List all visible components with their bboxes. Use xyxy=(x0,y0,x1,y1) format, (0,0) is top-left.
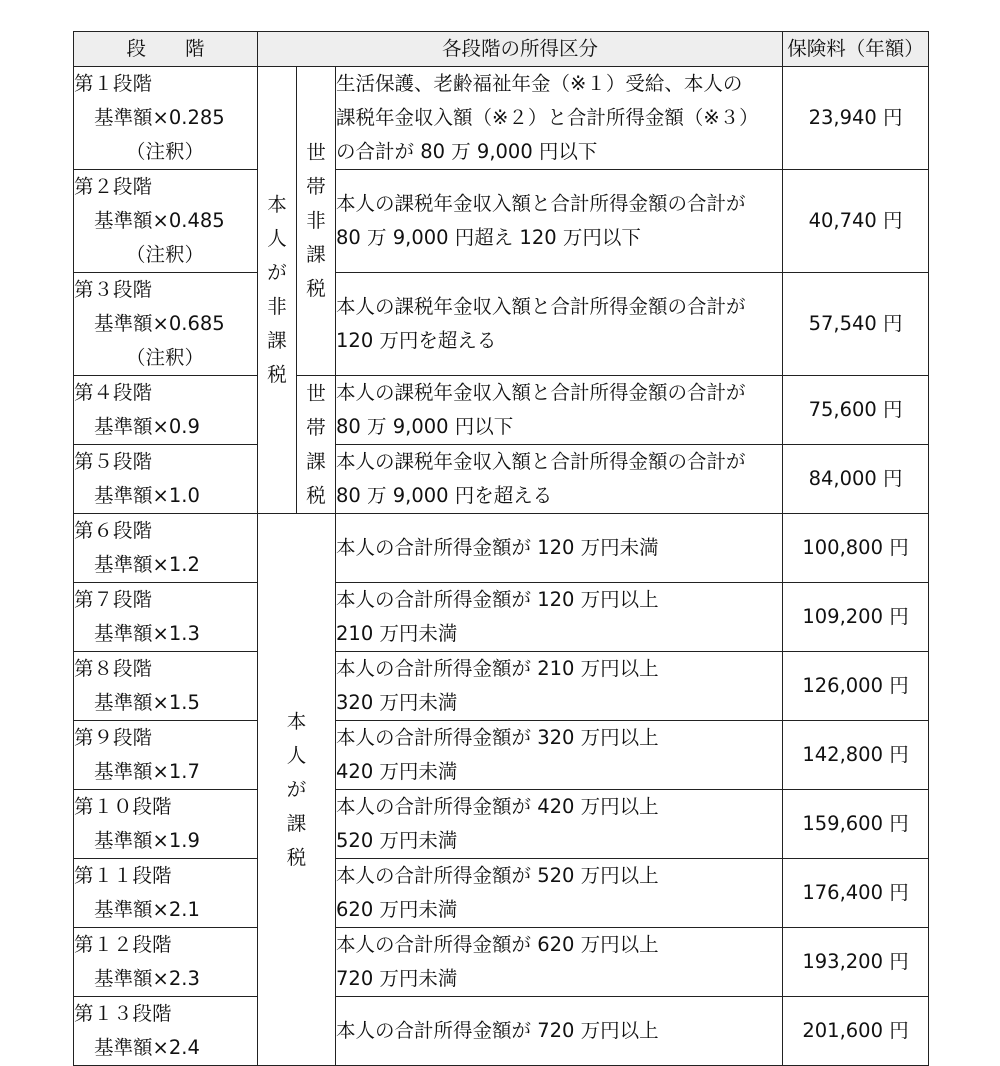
stage-cell xyxy=(74,376,258,445)
vertical-char: 帯 xyxy=(306,415,326,439)
amount-cell: 201,600 円 xyxy=(783,997,929,1066)
desc-cell xyxy=(336,721,783,790)
amount-cell: 57,540 円 xyxy=(783,273,929,376)
vertical-char: 世 xyxy=(306,141,326,164)
stage-label: 第４段階 xyxy=(74,381,153,404)
vertical-char: 非 xyxy=(267,295,287,318)
vertical-char: 税 xyxy=(267,363,287,386)
stage-note: （注釈） xyxy=(126,140,205,163)
desc-cell xyxy=(336,997,783,1066)
stage-cell xyxy=(74,583,258,652)
stage-factor: 基準額×1.5 xyxy=(94,691,200,714)
vertical-char: 課 xyxy=(306,243,326,266)
desc-line: 80 万 9,000 円を超える xyxy=(336,484,553,507)
amount-cell: 193,200 円 xyxy=(783,928,929,997)
stage-label: 第１０段階 xyxy=(74,795,172,818)
group-household-tax xyxy=(297,376,336,514)
stage-factor: 基準額×2.1 xyxy=(94,898,200,921)
desc-cell xyxy=(336,376,783,445)
desc-line: 520 万円未満 xyxy=(336,829,458,852)
desc-cell xyxy=(336,67,783,170)
table-row xyxy=(74,273,929,376)
amount-cell: 23,940 円 xyxy=(783,67,929,170)
desc-line: 本人の合計所得金額が 620 万円以上 xyxy=(336,933,659,956)
desc-line: 本人の合計所得金額が 210 万円以上 xyxy=(336,657,659,680)
desc-line: 本人の課税年金収入額と合計所得金額の合計が xyxy=(336,450,746,473)
stage-factor: 基準額×2.3 xyxy=(94,967,200,990)
stage-factor: 基準額×0.685 xyxy=(94,312,225,335)
stage-factor: 基準額×0.485 xyxy=(94,209,225,232)
vertical-char: 税 xyxy=(306,277,326,300)
stage-cell xyxy=(74,514,258,583)
premium-table xyxy=(73,31,929,1066)
table-row xyxy=(74,376,929,445)
desc-line: 本人の合計所得金額が 420 万円以上 xyxy=(336,795,659,818)
amount-cell: 100,800 円 xyxy=(783,514,929,583)
stage-label: 第９段階 xyxy=(74,726,153,749)
desc-line: 本人の合計所得金額が 120 万円以上 xyxy=(336,588,659,611)
stage-factor: 基準額×0.9 xyxy=(94,415,200,438)
desc-line: 本人の合計所得金額が 720 万円以上 xyxy=(336,1019,659,1042)
desc-line: 本人の合計所得金額が 520 万円以上 xyxy=(336,864,659,887)
vertical-char: 人 xyxy=(286,743,307,767)
amount-cell: 84,000 円 xyxy=(783,445,929,514)
stage-factor: 基準額×1.0 xyxy=(94,484,200,507)
stage-label: 第７段階 xyxy=(74,588,153,611)
stage-cell xyxy=(74,928,258,997)
desc-cell xyxy=(336,928,783,997)
group-self-tax xyxy=(258,514,336,1066)
desc-line: 80 万 9,000 円以下 xyxy=(336,415,514,438)
group-household-tax-label xyxy=(297,377,335,513)
stage-note: （注釈） xyxy=(126,243,205,266)
stage-cell xyxy=(74,721,258,790)
group-household-nontax-label xyxy=(297,136,335,306)
stage-label: 第３段階 xyxy=(74,278,153,301)
stage-factor: 基準額×1.9 xyxy=(94,829,200,852)
vertical-char: が xyxy=(286,777,307,801)
stage-factor: 基準額×1.2 xyxy=(94,553,200,576)
table-row xyxy=(74,721,929,790)
desc-line: 生活保護、老齢福祉年金（※１）受給、本人の xyxy=(336,72,743,95)
desc-line: の合計が 80 万 9,000 円以下 xyxy=(336,140,598,163)
stage-factor: 基準額×0.285 xyxy=(94,106,225,129)
stage-label: 第１１段階 xyxy=(74,864,172,887)
desc-line: 本人の合計所得金額が 320 万円以上 xyxy=(336,726,659,749)
desc-cell xyxy=(336,652,783,721)
stage-factor: 基準額×2.4 xyxy=(94,1036,200,1059)
stage-label: 第１段階 xyxy=(74,72,153,95)
stage-label: 第１２段階 xyxy=(74,933,172,956)
vertical-char: が xyxy=(267,261,287,284)
desc-line: 420 万円未満 xyxy=(336,760,458,783)
vertical-char: 非 xyxy=(306,209,326,232)
desc-cell xyxy=(336,170,783,273)
header-stage: 段 階 xyxy=(74,32,258,67)
vertical-char: 課 xyxy=(267,329,287,352)
desc-line: 本人の課税年金収入額と合計所得金額の合計が xyxy=(336,295,746,318)
group-household-nontax xyxy=(297,67,336,376)
vertical-char: 帯 xyxy=(306,175,326,198)
group-self-nontax-label xyxy=(258,188,296,392)
desc-cell xyxy=(336,583,783,652)
amount-cell: 75,600 円 xyxy=(783,376,929,445)
desc-cell xyxy=(336,445,783,514)
stage-label: 第２段階 xyxy=(74,175,153,198)
stage-cell xyxy=(74,790,258,859)
desc-cell xyxy=(336,790,783,859)
vertical-char: 税 xyxy=(286,845,307,869)
table-row xyxy=(74,997,929,1066)
stage-label: 第８段階 xyxy=(74,657,153,680)
desc-line: 720 万円未満 xyxy=(336,967,458,990)
vertical-char: 課 xyxy=(306,449,326,473)
table-row xyxy=(74,445,929,514)
stage-cell xyxy=(74,170,258,273)
vertical-char: 人 xyxy=(267,227,287,250)
desc-cell xyxy=(336,514,783,583)
amount-cell: 109,200 円 xyxy=(783,583,929,652)
amount-cell: 159,600 円 xyxy=(783,790,929,859)
stage-note: （注釈） xyxy=(126,346,205,369)
vertical-char: 世 xyxy=(306,381,326,405)
desc-line: 本人の課税年金収入額と合計所得金額の合計が xyxy=(336,381,746,404)
desc-line: 620 万円未満 xyxy=(336,898,458,921)
stage-cell xyxy=(74,997,258,1066)
desc-cell xyxy=(336,859,783,928)
stage-cell xyxy=(74,859,258,928)
desc-line: 本人の合計所得金額が 120 万円未満 xyxy=(336,536,659,559)
stage-factor: 基準額×1.3 xyxy=(94,622,200,645)
amount-cell: 126,000 円 xyxy=(783,652,929,721)
stage-label: 第１３段階 xyxy=(74,1002,172,1025)
stage-cell xyxy=(74,273,258,376)
desc-cell xyxy=(336,273,783,376)
stage-cell xyxy=(74,652,258,721)
stage-cell xyxy=(74,445,258,514)
vertical-char: 本 xyxy=(267,193,287,216)
vertical-char: 税 xyxy=(306,483,326,507)
stage-label: 第６段階 xyxy=(74,519,153,542)
vertical-char: 課 xyxy=(286,811,307,835)
table-row xyxy=(74,583,929,652)
desc-line: 80 万 9,000 円超え 120 万円以下 xyxy=(336,226,641,249)
amount-cell: 142,800 円 xyxy=(783,721,929,790)
amount-cell: 40,740 円 xyxy=(783,170,929,273)
table-row xyxy=(74,859,929,928)
desc-line: 210 万円未満 xyxy=(336,622,458,645)
desc-line: 120 万円を超える xyxy=(336,329,497,352)
table-row xyxy=(74,170,929,273)
table-row xyxy=(74,67,929,170)
group-self-nontax xyxy=(258,67,297,514)
table-row xyxy=(74,652,929,721)
header-row xyxy=(74,32,929,67)
stage-cell xyxy=(74,67,258,170)
header-premium: 保険料（年額） xyxy=(783,32,929,67)
table-row xyxy=(74,928,929,997)
table-row xyxy=(74,514,929,583)
table-row xyxy=(74,790,929,859)
vertical-char: 本 xyxy=(286,709,307,733)
desc-line: 320 万円未満 xyxy=(336,691,458,714)
header-income: 各段階の所得区分 xyxy=(258,32,783,67)
desc-line: 課税年金収入額（※２）と合計所得金額（※３） xyxy=(336,106,759,129)
stage-factor: 基準額×1.7 xyxy=(94,760,200,783)
desc-line: 本人の課税年金収入額と合計所得金額の合計が xyxy=(336,192,746,215)
group-self-tax-label xyxy=(258,705,335,875)
stage-label: 第５段階 xyxy=(74,450,153,473)
amount-cell: 176,400 円 xyxy=(783,859,929,928)
